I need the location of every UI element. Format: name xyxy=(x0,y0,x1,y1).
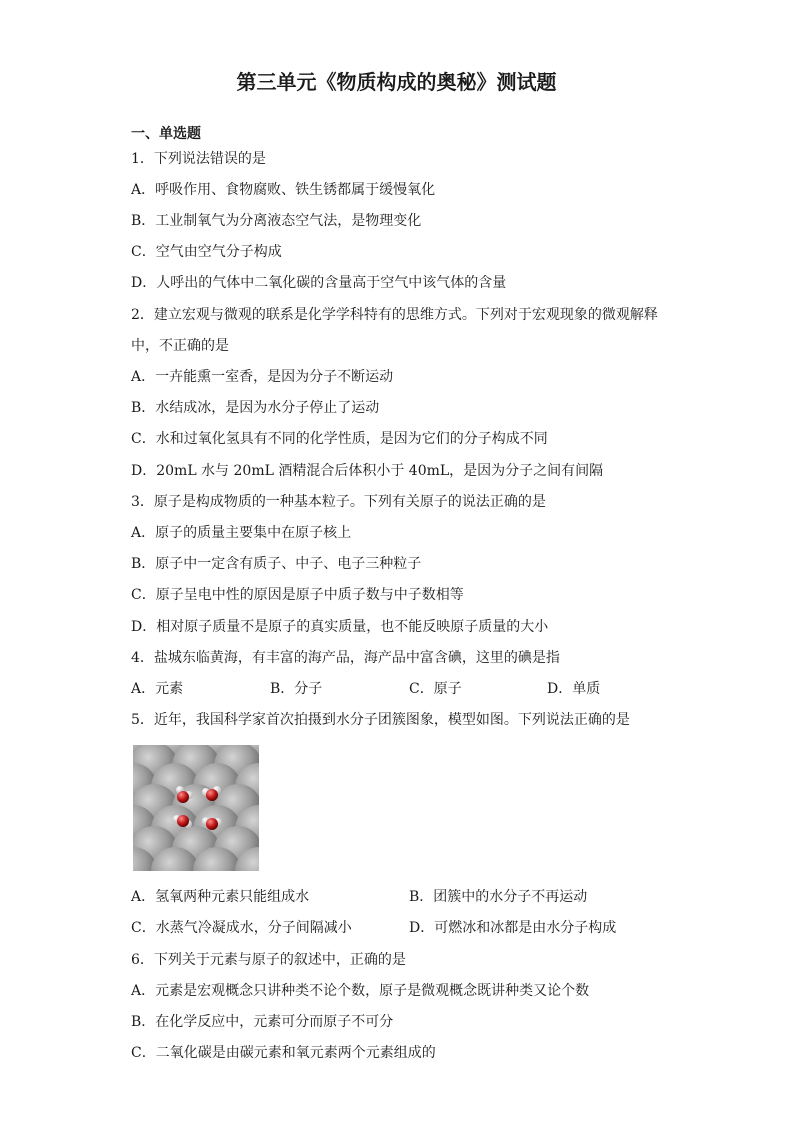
q3-stem: 3．原子是构成物质的一种基本粒子。下列有关原子的说法正确的是 xyxy=(131,494,546,510)
q4-option-a: A．元素 xyxy=(131,681,184,697)
q5-stem: 5．近年，我国科学家首次拍摄到水分子团簇图象，模型如图。下列说法正确的是 xyxy=(131,712,630,728)
q6-option-c: C．二氧化碳是由碳元素和氧元素两个元素组成的 xyxy=(131,1045,436,1061)
q1-stem: 1．下列说法错误的是 xyxy=(131,151,266,167)
q3-option-d: D．相对原子质量不是原子的真实质量，也不能反映原子质量的大小 xyxy=(131,619,549,635)
q5-option-b: B．团簇中的水分子不再运动 xyxy=(409,889,588,905)
q2-stem-line1: 2．建立宏观与微观的联系是化学学科特有的思维方式。下列对于宏观现象的微观解释 xyxy=(131,307,658,323)
q3-option-b: B．原子中一定含有质子、中子、电子三种粒子 xyxy=(131,556,422,572)
q3-option-a: A．原子的质量主要集中在原子核上 xyxy=(131,525,352,541)
section-heading: 一、单选题 xyxy=(131,126,201,142)
q4-option-d: D．单质 xyxy=(547,681,601,697)
page-title: 第三单元《物质构成的奥秘》测试题 xyxy=(236,70,557,94)
q4-option-c: C．原子 xyxy=(409,681,462,697)
q2-option-a: A．一卉能熏一室香，是因为分子不断运动 xyxy=(131,369,394,385)
water-cluster-image xyxy=(133,745,259,871)
q1-option-a: A．呼吸作用、食物腐败、铁生锈都属于缓慢氧化 xyxy=(131,182,436,198)
q5-option-a: A．氢氧两种元素只能组成水 xyxy=(131,889,310,905)
q1-option-c: C．空气由空气分子构成 xyxy=(131,244,282,260)
q5-option-d: D．可燃冰和冰都是由水分子构成 xyxy=(409,920,617,936)
q5-option-c: C．水蒸气冷凝成水，分子间隔减小 xyxy=(131,920,352,936)
q4-stem: 4．盐城东临黄海，有丰富的海产品，海产品中富含碘，这里的碘是指 xyxy=(131,650,560,666)
q2-stem-line2: 中，不正确的是 xyxy=(131,338,229,354)
q6-option-b: B．在化学反应中，元素可分而原子不可分 xyxy=(131,1014,394,1030)
q2-option-d: D．20mL 水与 20mL 酒精混合后体积小于 40mL，是因为分子之间有间隔 xyxy=(131,463,604,479)
q2-option-c: C．水和过氧化氢具有不同的化学性质，是因为它们的分子构成不同 xyxy=(131,431,548,447)
q4-option-b: B．分子 xyxy=(270,681,323,697)
q6-stem: 6．下列关于元素与原子的叙述中，正确的是 xyxy=(131,952,406,968)
q1-option-d: D．人呼出的气体中二氧化碳的含量高于空气中该气体的含量 xyxy=(131,275,507,291)
q6-option-a: A．元素是宏观概念只讲种类不论个数，原子是微观概念既讲种类又论个数 xyxy=(131,983,590,999)
q2-option-b: B．水结成冰，是因为水分子停止了运动 xyxy=(131,400,380,416)
q1-option-b: B．工业制氧气为分离液态空气法，是物理变化 xyxy=(131,213,422,229)
q3-option-c: C．原子呈电中性的原因是原子中质子数与中子数相等 xyxy=(131,587,464,603)
